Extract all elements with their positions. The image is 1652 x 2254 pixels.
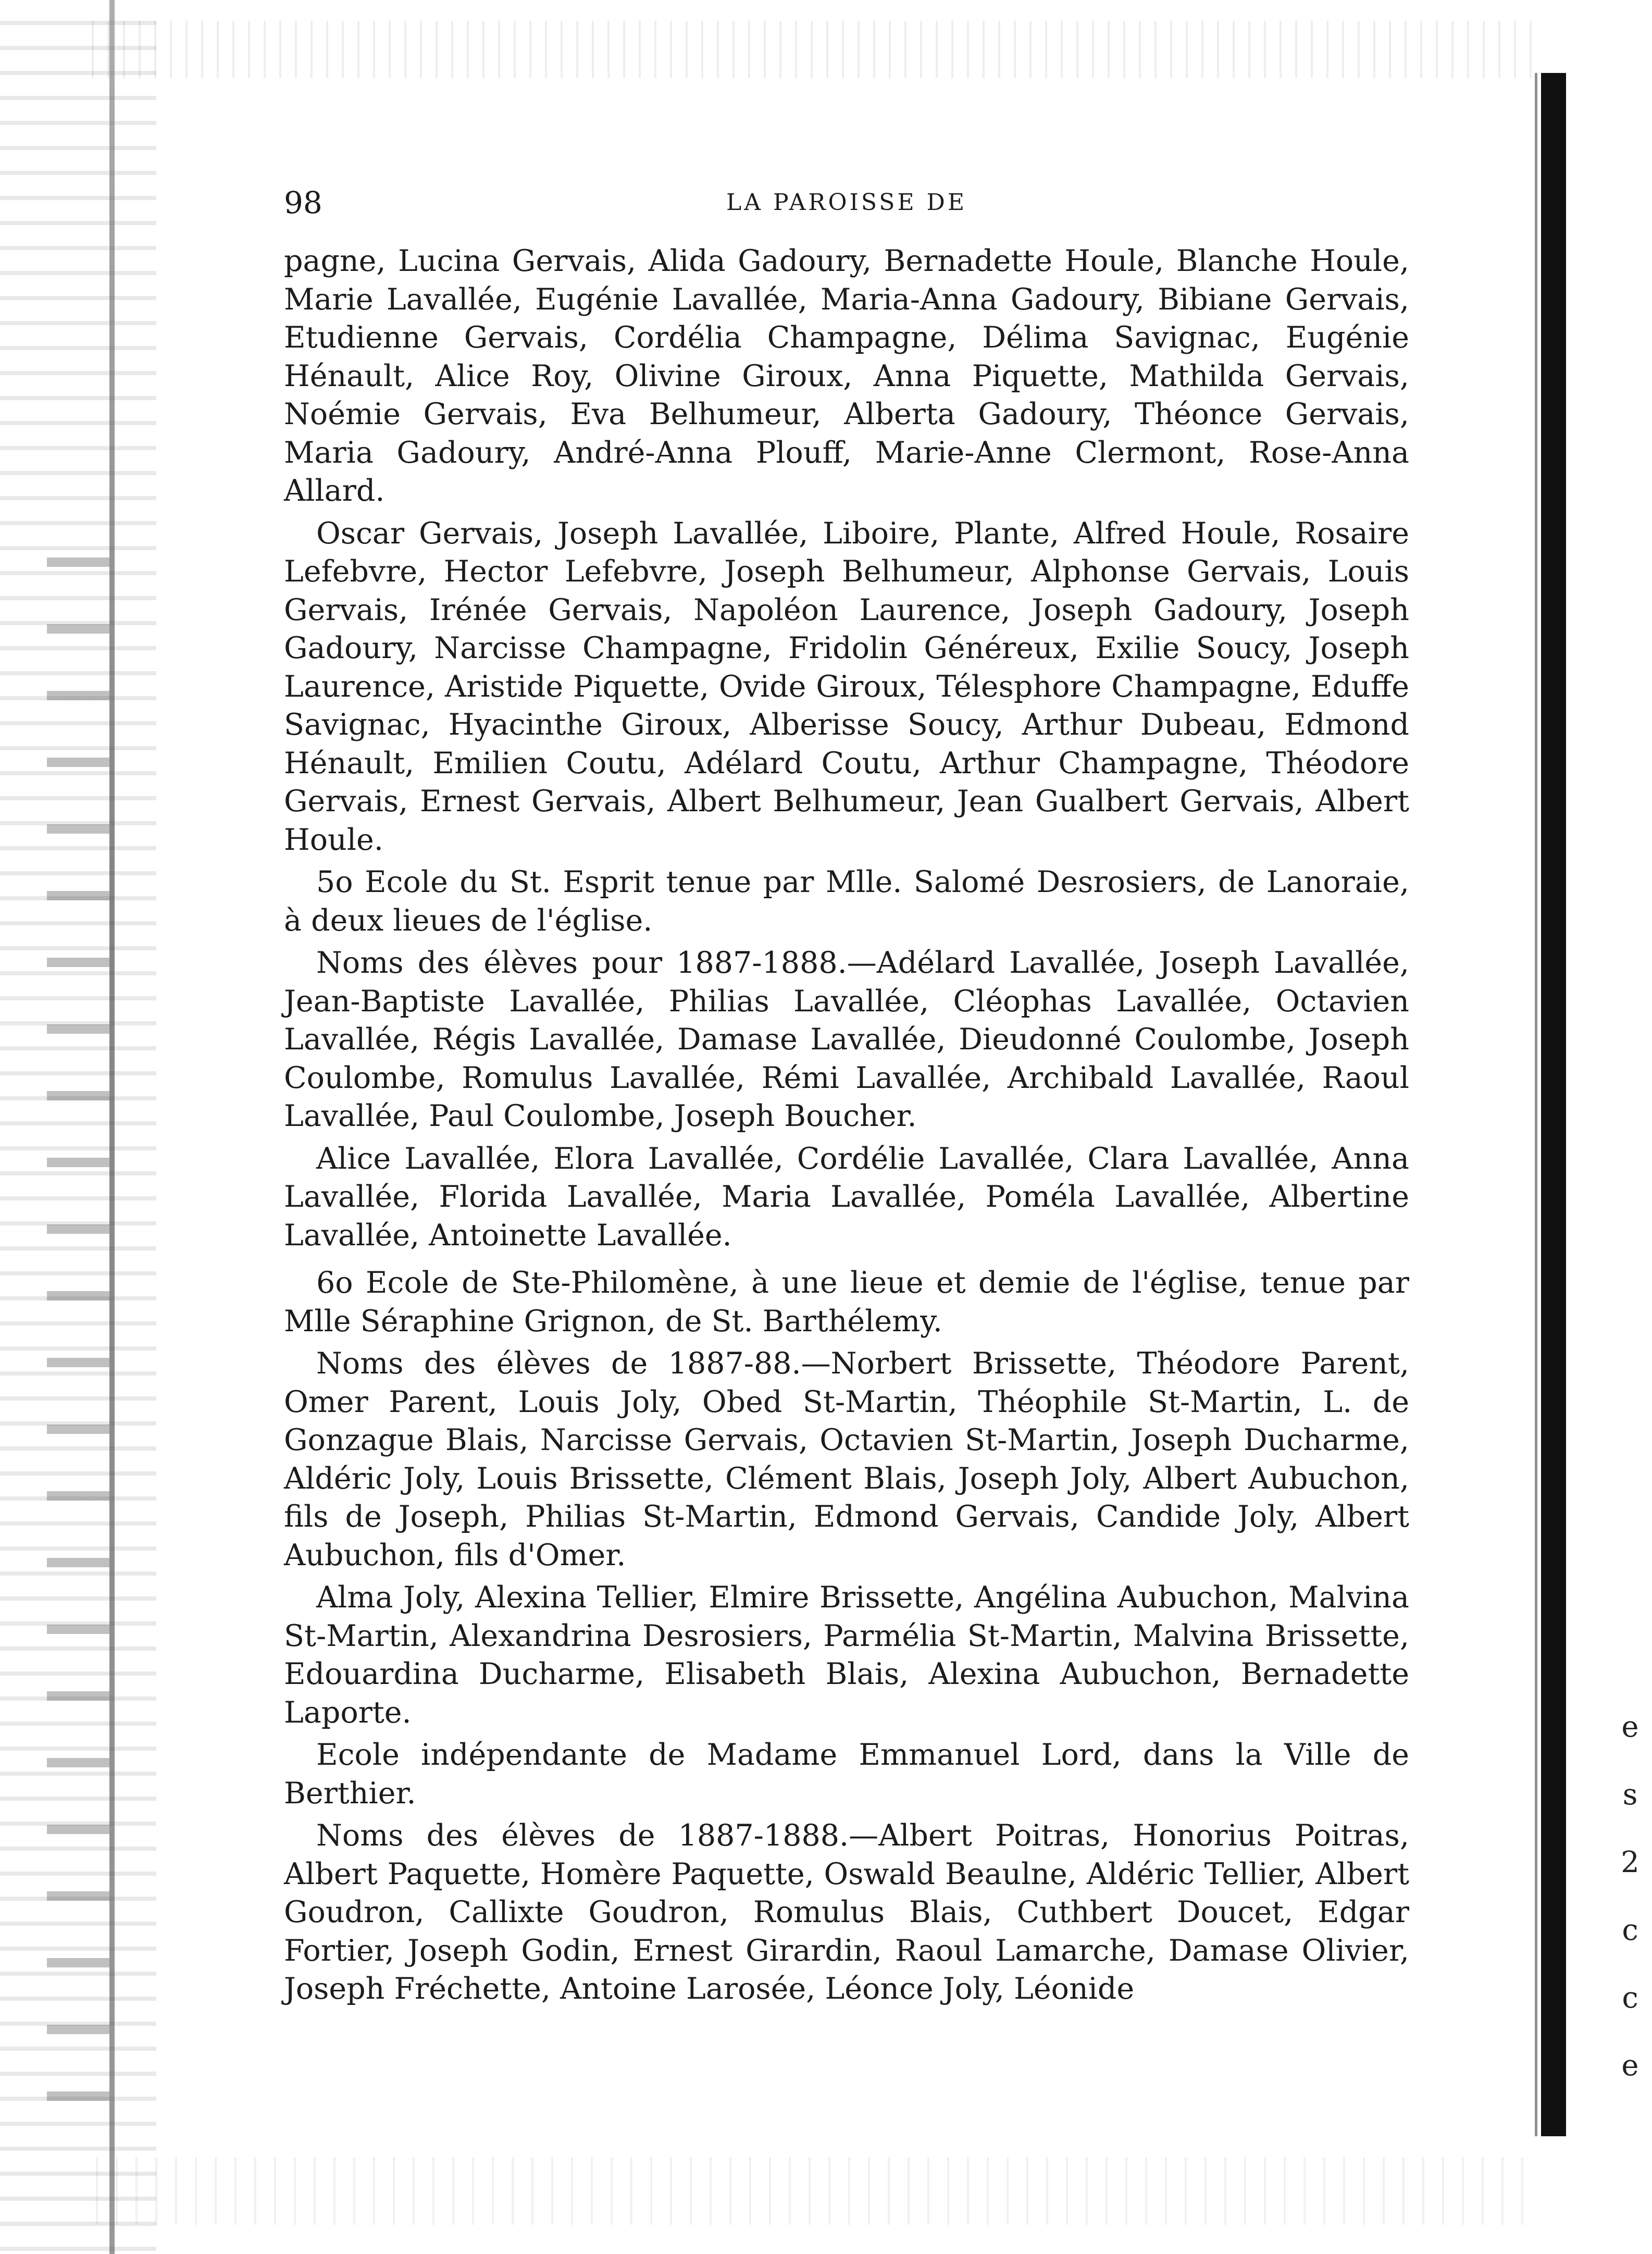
paragraph-school-6-boys: Noms des élèves de 1887-88.—Norbert Brissette, Théodore Parent, Omer Parent, Louis Joly, Obed St-Martin, Théophile St-Martin, L. de Gonzague Blais, Narcisse Gervais, Octavien St-Martin, Joseph Ducharme, Aldéric Joly, Louis Brissette, Clément Blais, Joseph Joly, Albert Aubuchon, fils de Joseph, Philias St-Martin, Edmond Gervais, Candide Joly, Albert Aubuchon, fils d'Omer. xyxy=(284,1346,1409,1572)
facing-page-fragments xyxy=(1614,1693,1646,2100)
book-page xyxy=(284,185,1409,2013)
margin-fragment: c xyxy=(1622,1913,1638,1947)
paragraph-school-5-boys: Noms des élèves pour 1887-1888.—Adélard Lavallée, Joseph Lavallée, Jean-Baptiste Lavallée, Philias Lavallée, Cléophas Lavallée, Octavien Lavallée, Régis Lavallée, Damase Lavallée, Dieudonné Coulombe, Joseph Coulombe, Romulus Lavallée, Rémi Lavallée, Archibald Lavallée, Raoul Lavallée, Paul Coulombe, Joseph Boucher. xyxy=(284,946,1409,1133)
margin-fragment: c xyxy=(1622,1981,1638,2015)
left-margin-marks xyxy=(47,500,109,2115)
margin-fragment: e xyxy=(1621,1710,1639,1744)
margin-fragment: 2 xyxy=(1621,1846,1639,1879)
paragraph-boys-list: Oscar Gervais, Joseph Lavallée, Liboire, Plante, Alfred Houle, Rosaire Lefebvre, Hector Lefebvre, Joseph Belhumeur, Alphonse Gervais, Louis Gervais, Irénée Gervais, Napoléon Laurence, Joseph Gadoury, Joseph Gadoury, Narcisse Champagne, Fridolin Généreux, Exilie Soucy, Joseph Laurence, Aristide Piquette, Ovide Giroux, Télesphore Champagne, Eduffe Savignac, Hyacinthe Giroux, Alberisse Soucy, Arthur Dubeau, Edmond Hénault, Emilien Coutu, Adélard Coutu, Arthur Champagne, Théodore Gervais, Ernest Gervais, Albert Belhumeur, Jean Gualbert Gervais, Albert Houle. xyxy=(284,516,1409,857)
page-edge-shadow xyxy=(1541,73,1566,2136)
paragraph-independent-school-heading: Ecole indépendante de Madame Emmanuel Lord, dans la Ville de Berthier. xyxy=(284,1738,1409,1811)
binding-line xyxy=(109,0,115,2254)
bottom-scan-noise xyxy=(78,2157,1537,2225)
running-title: LA PAROISSE DE xyxy=(726,189,967,216)
page-number: 98 xyxy=(284,185,322,220)
margin-fragment: e xyxy=(1621,2049,1639,2083)
page-edge-line xyxy=(1535,73,1537,2136)
body-text xyxy=(284,242,1409,2009)
page-header xyxy=(284,185,1409,242)
paragraph-school-5-heading: 5o Ecole du St. Esprit tenue par Mlle. Salomé Desrosiers, de Lanoraie, à deux lieues de l'église. xyxy=(284,865,1409,938)
paragraph-school-5-girls: Alice Lavallée, Elora Lavallée, Cordélie Lavallée, Clara Lavallée, Anna Lavallée, Florida Lavallée, Maria Lavallée, Poméla Lavallée, Albertine Lavallée, Antoinette Lavallée. xyxy=(284,1141,1409,1253)
paragraph-girls-list-continued: pagne, Lucina Gervais, Alida Gadoury, Bernadette Houle, Blanche Houle, Marie Lavallée, Eugénie Lavallée, Maria-Anna Gadoury, Bibiane Gervais, Etudienne Gervais, Cordélia Champagne, Délima Savignac, Eugénie Hénault, Alice Roy, Olivine Giroux, Anna Piquette, Mathilda Gervais, Noémie Gervais, Eva Belhumeur, Alberta Gadoury, Théonce Gervais, Maria Gadoury, André-Anna Plouff, Marie-Anne Clermont, Rose-Anna Allard. xyxy=(284,244,1409,508)
paragraph-school-6-heading: 6o Ecole de Ste-Philomène, à une lieue et demie de l'église, tenue par Mlle Séraphine Grignon, de St. Barthélemy. xyxy=(284,1266,1409,1339)
top-scan-noise xyxy=(78,21,1537,78)
paragraph-independent-school-pupils: Noms des élèves de 1887-1888.—Albert Poitras, Honorius Poitras, Albert Paquette, Homère Paquette, Oswald Beaulne, Aldéric Tellier, Albert Goudron, Callixte Goudron, Romulus Blais, Cuthbert Doucet, Edgar Fortier, Joseph Godin, Ernest Girardin, Raoul Lamarche, Damase Olivier, Joseph Fréchette, Antoine Larosée, Léonce Joly, Léonide xyxy=(284,1818,1409,2006)
margin-fragment: s xyxy=(1622,1778,1638,1812)
paragraph-school-6-girls: Alma Joly, Alexina Tellier, Elmire Brissette, Angélina Aubuchon, Malvina St-Martin, Alexandrina Desrosiers, Parmélia St-Martin, Malvina Brissette, Edouardina Ducharme, Elisabeth Blais, Alexina Aubuchon, Bernadette Laporte. xyxy=(284,1580,1409,1730)
